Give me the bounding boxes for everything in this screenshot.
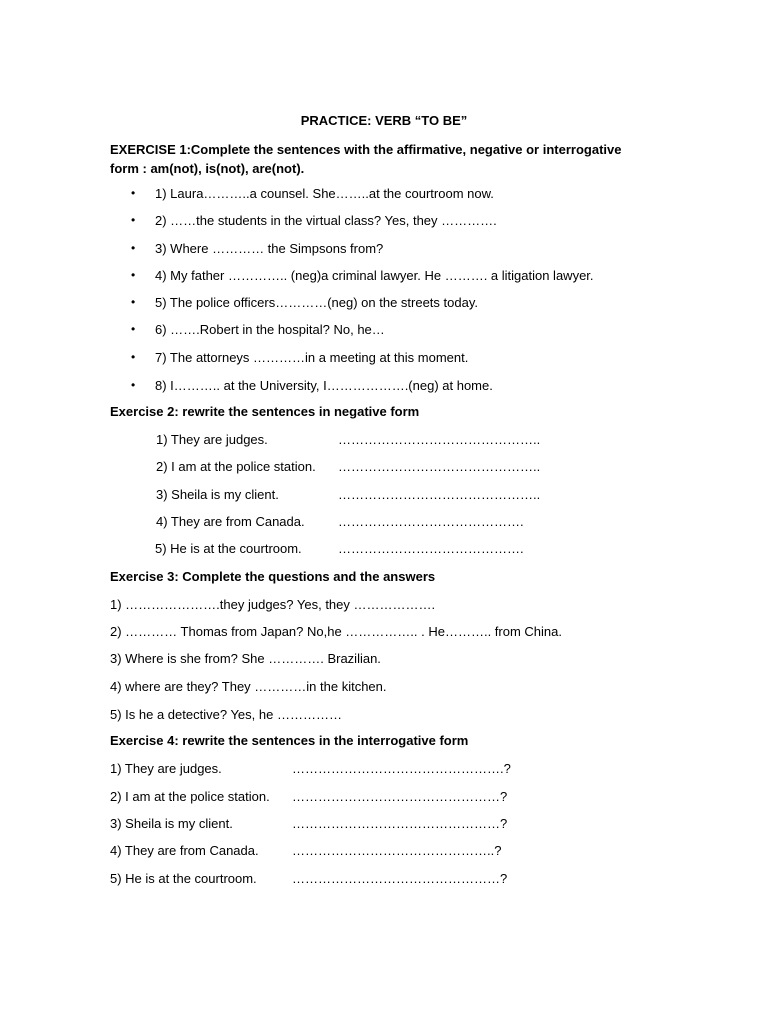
exercise1-item-3: 3) Where ………… the Simpsons from? [155, 241, 384, 256]
exercise2-blank: ……………………………………….. [338, 459, 541, 474]
exercise4-blank: …………………………………………? [292, 816, 508, 831]
page-title: PRACTICE: VERB “TO BE” [300, 113, 468, 128]
exercise1-item-2: 2) ……the students in the virtual class? Yes, they …………. [155, 213, 497, 228]
exercise2-sentence: 3) Sheila is my client. [156, 487, 279, 502]
exercise2-sentence: 1) They are judges. [156, 432, 268, 447]
exercise4-blank: …………………………………………? [292, 871, 508, 886]
exercise3-item-5: 5) Is he a detective? Yes, he …………… [110, 707, 342, 722]
exercise4-blank: ………………………………………….? [292, 761, 511, 776]
bullet-icon: • [131, 241, 136, 255]
exercise3-item-4: 4) where are they? They …………in the kitchen. [110, 679, 387, 694]
exercise4-blank: …………………………………………? [292, 789, 508, 804]
exercise2-blank: ……………………………………….. [338, 432, 541, 447]
exercise4-sentence: 4) They are from Canada. [110, 843, 259, 858]
bullet-icon: • [131, 268, 136, 282]
bullet-icon: • [131, 295, 136, 309]
bullet-icon: • [131, 350, 136, 364]
exercise4-sentence: 2) I am at the police station. [110, 789, 270, 804]
bullet-icon: • [131, 213, 136, 227]
exercise4-blank: ………………………………………..? [292, 843, 502, 858]
exercise1-item-5: 5) The police officers…………(neg) on the streets today. [155, 295, 478, 310]
exercise3-heading: Exercise 3: Complete the questions and the answers [110, 569, 436, 584]
exercise2-blank: ……………………………………….. [338, 487, 541, 502]
exercise2-heading: Exercise 2: rewrite the sentences in negative form [110, 404, 420, 419]
exercise3-item-1: 1) ………………….they judges? Yes, they ………………. [110, 597, 436, 612]
exercise4-heading: Exercise 4: rewrite the sentences in the interrogative form [110, 733, 469, 748]
exercise4-sentence: 1) They are judges. [110, 761, 222, 776]
exercise3-item-2: 2) ………… Thomas from Japan? No,he …………….. . He……….. from China. [110, 624, 562, 639]
exercise2-sentence: 4) They are from Canada. [156, 514, 305, 529]
exercise2-blank: ……………………………………. [338, 541, 524, 556]
exercise4-sentence: 5) He is at the courtroom. [110, 871, 257, 886]
exercise4-sentence: 3) Sheila is my client. [110, 816, 233, 831]
exercise3-item-3: 3) Where is she from? She …………. Brazilian. [110, 651, 381, 666]
exercise2-sentence: 5) He is at the courtroom. [155, 541, 302, 556]
exercise1-item-6: 6) …….Robert in the hospital? No, he… [155, 322, 385, 337]
exercise2-sentence: 2) I am at the police station. [156, 459, 316, 474]
exercise1-item-1: 1) Laura………..a counsel. She……..at the courtroom now. [155, 186, 494, 201]
exercise1-item-4: 4) My father ………….. (neg)a criminal lawyer. He ………. a litigation lawyer. [155, 268, 594, 283]
exercise1-heading: EXERCISE 1:Complete the sentences with the affirmative, negative or interrogative form : am(not), is(not), are(not). [110, 142, 622, 176]
bullet-icon: • [131, 186, 136, 200]
exercise2-blank: ……………………………………. [338, 514, 524, 529]
exercise1-item-8: 8) I……….. at the University, I……………….(neg) at home. [155, 378, 493, 393]
bullet-icon: • [131, 378, 136, 392]
bullet-icon: • [131, 322, 136, 336]
exercise1-item-7: 7) The attorneys …………in a meeting at this moment. [155, 350, 469, 365]
